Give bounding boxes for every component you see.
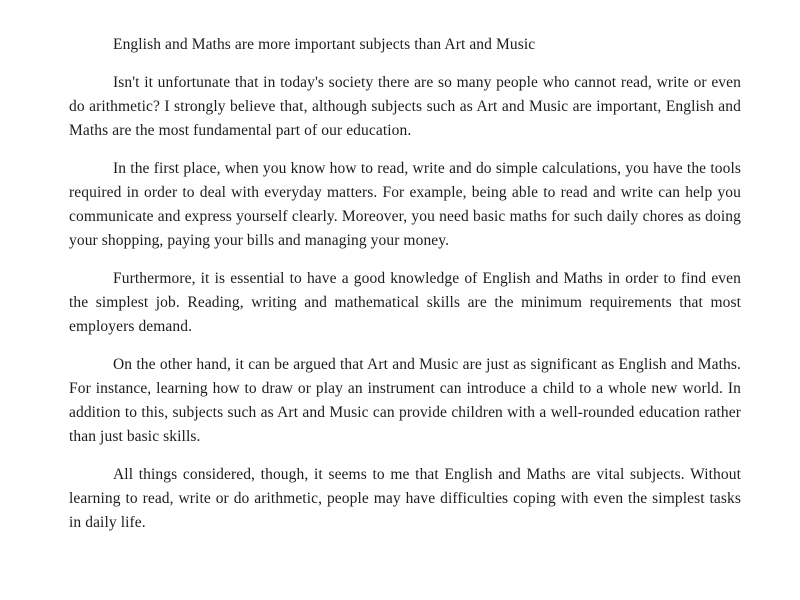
paragraph-introduction: Isn't it unfortunate that in today's society there are so many people who cannot read, write or even do arithmetic? I strongly believe that, although subjects such as Art and Music are important, English and Maths are the most fundamental part of our education.	[69, 74, 741, 139]
paragraph-counter-argument: On the other hand, it can be argued that Art and Music are just as significant as English and Maths. For instance, learning how to draw or play an instrument can introduce a child to a whole new world. In addition to this, subjects such as Art and Music can provide children with a well-rounded education rather than just basic skills.	[69, 356, 741, 445]
essay-page	[69, 34, 741, 549]
paragraph-first-point: In the first place, when you know how to read, write and do simple calculations, you have the tools required in order to deal with everyday matters. For example, being able to read and write can help you communicate and express yourself clearly. Moreover, you need basic maths for such daily chores as doing your shopping, paying your bills and managing your money.	[69, 160, 741, 249]
paragraph-conclusion: All things considered, though, it seems to me that English and Maths are vital subjects. Without learning to read, write or do arithmetic, people may have difficulties coping with even the simplest tasks in daily life.	[69, 466, 741, 531]
essay-title: English and Maths are more important subjects than Art and Music	[113, 36, 536, 53]
paragraph-second-point: Furthermore, it is essential to have a good knowledge of English and Maths in order to find even the simplest job. Reading, writing and mathematical skills are the minimum requirements that most employers demand.	[69, 270, 741, 335]
